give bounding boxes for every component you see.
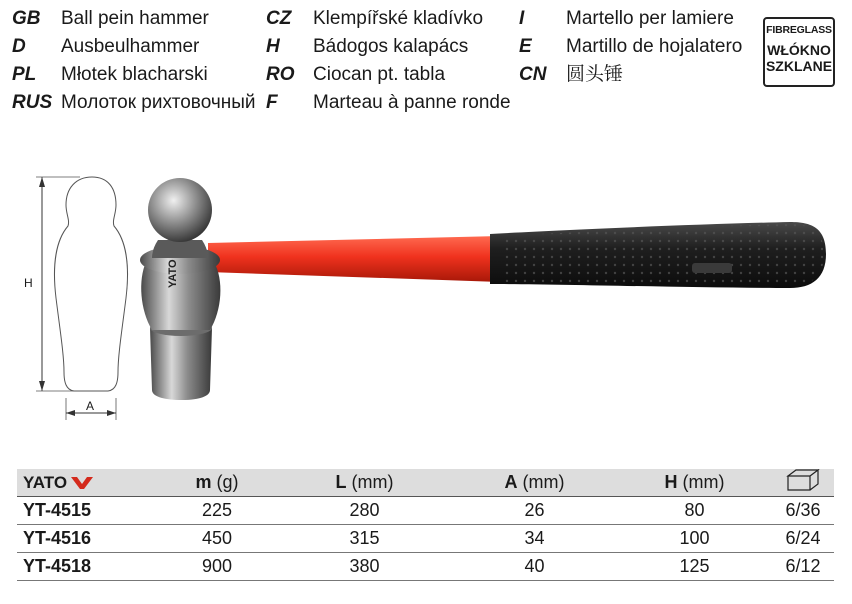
lang-name: Bádogos kalapács [313,36,469,57]
fibreglass-badge [763,17,835,87]
lang-name: 圆头锤 [566,64,624,85]
cell-pack: 6/24 [785,528,821,548]
cell-m: 450 [201,528,233,548]
lang-name: Ciocan pt. tabla [313,64,446,85]
lang-code: I [519,8,525,29]
cell-a: 34 [524,528,545,548]
lang-code: F [266,92,278,113]
cell-l: 315 [349,528,380,548]
dimension-h [36,177,80,391]
lang-name: Ausbeulhammer [61,36,200,57]
lang-code: PL [12,64,37,85]
hammer-illustration [0,150,852,440]
dimension-h-label: H [24,276,33,290]
table-header-row [17,469,834,497]
col-header-l: L (mm) [277,469,452,497]
cell-h: 80 [684,500,705,520]
lang-code: GB [12,8,41,29]
cell-a: 26 [524,500,545,520]
spec-table [17,469,834,581]
lang-name: Martillo de hojalatero [566,36,743,57]
dimension-a-label: A [86,399,95,413]
lang-code: E [519,36,532,57]
table-row [17,497,834,525]
lang-name: Ball pein hammer [61,8,209,29]
handle-fibreglass [208,236,500,282]
lang-name: Młotek blacharski [61,64,208,85]
lang-code: RO [266,64,295,85]
lang-code: D [12,36,26,57]
cell-pack: 6/36 [785,500,821,520]
hammer-head [140,178,220,400]
cell-m: 900 [201,556,233,576]
grip-logo-mark [692,263,732,273]
head-profile-outline [55,177,128,391]
head-brand-stamp: YATO [167,259,179,288]
brand-header-cell [17,469,157,497]
lang-name: Martello per lamiere [566,8,734,29]
badge-line-1: FIBREGLASS [766,24,832,36]
box-package-icon [786,469,820,491]
lang-name: Klempířské kladívko [313,8,484,29]
lang-code: CZ [266,8,292,29]
lang-name: Молоток рихтовочный [61,92,256,113]
hammer-drawing [0,150,852,440]
lang-code: RUS [12,92,53,113]
cell-model: YT-4518 [23,556,92,576]
cell-model: YT-4515 [23,500,92,520]
yato-logo-icon [71,476,93,490]
cell-h: 100 [679,528,710,548]
col-header-pack [772,469,834,497]
table-row [17,525,834,553]
badge-line-2: WŁÓKNO [767,42,831,58]
col-header-m: m (g) [157,469,277,497]
lang-name: Marteau à panne ronde [313,92,511,113]
cell-model: YT-4516 [23,528,92,548]
cell-m: 225 [201,500,233,520]
badge-line-3: SZKLANE [765,58,833,74]
lang-code: H [266,36,280,57]
brand-name: YATO [23,472,68,492]
cell-pack: 6/12 [785,556,821,576]
table-row [17,553,834,581]
col-header-h: H (mm) [617,469,772,497]
cell-h: 125 [679,556,710,576]
col-header-a: A (mm) [452,469,617,497]
cell-l: 280 [349,500,380,520]
lang-code: CN [519,64,547,85]
cell-l: 380 [349,556,380,576]
cell-a: 40 [524,556,545,576]
